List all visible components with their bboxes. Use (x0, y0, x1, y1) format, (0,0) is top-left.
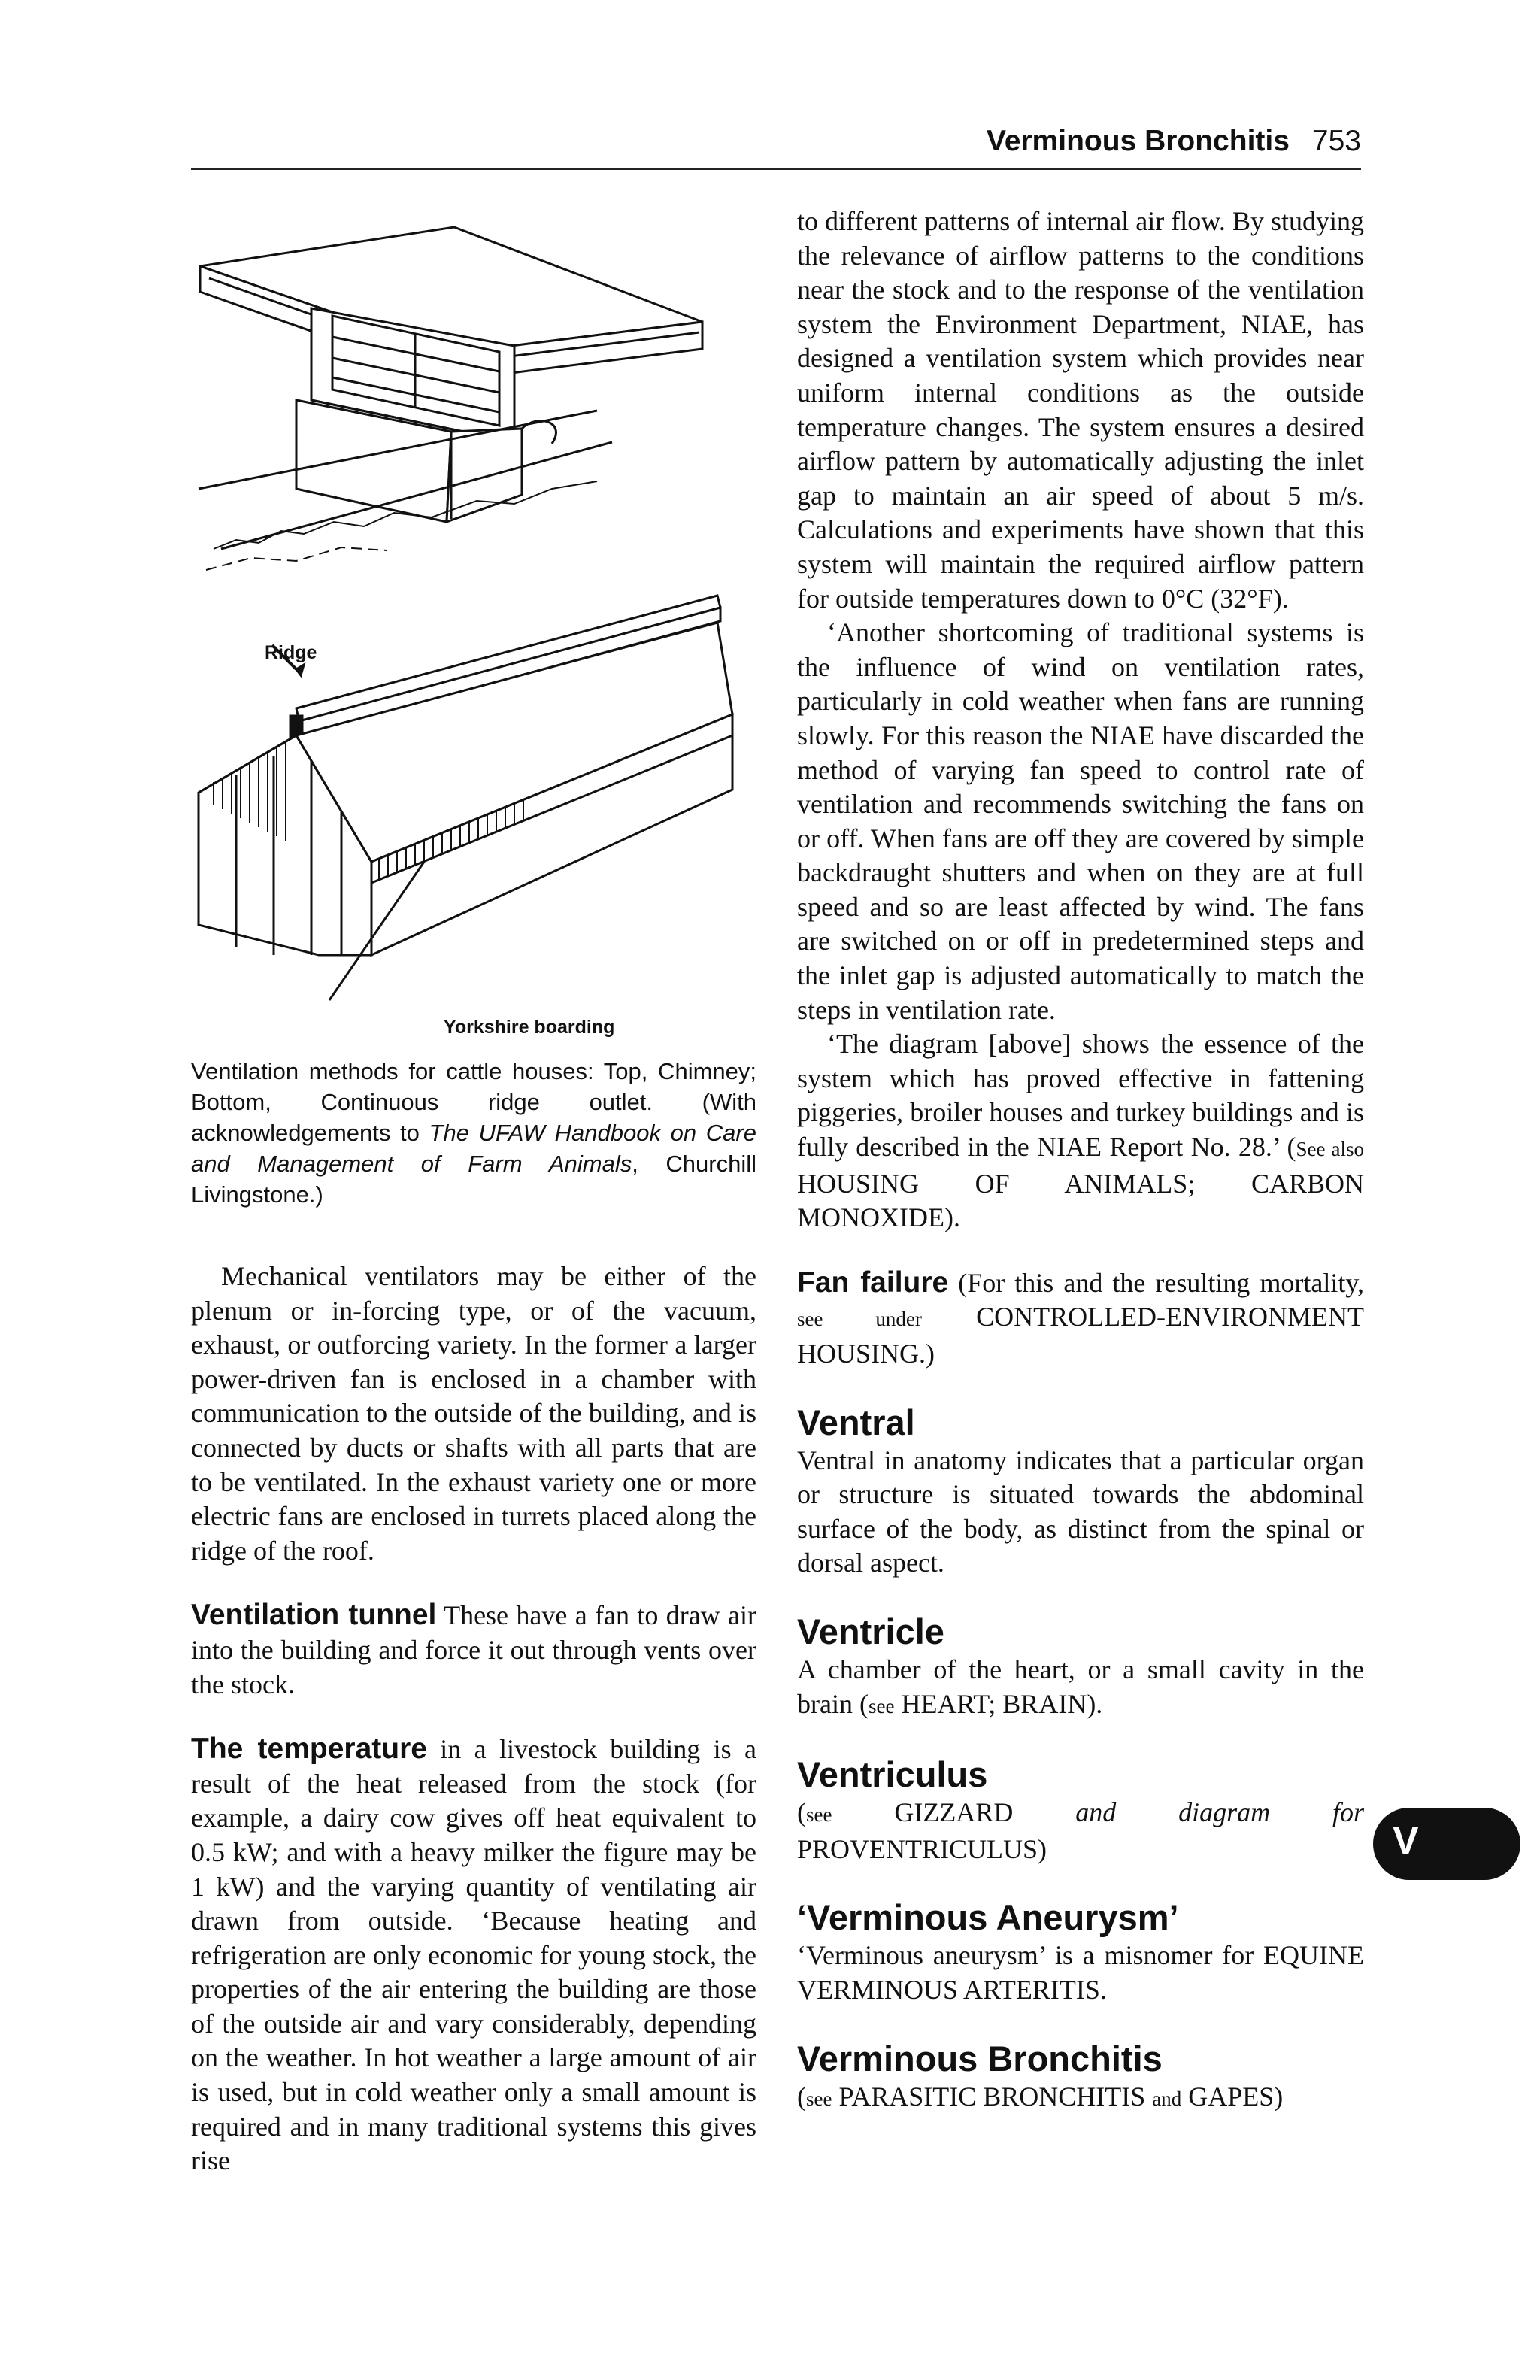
verminous-aneurysm-entry (797, 1939, 1364, 2007)
page-number: 753 (1311, 125, 1361, 157)
ventilation-illustration (191, 203, 756, 1045)
see-also-label: See also (1296, 1138, 1364, 1161)
see-under-label: see under (797, 1308, 922, 1331)
ventricle-entry (797, 1653, 1364, 1724)
yorkshire-boarding-label: Yorkshire boarding (444, 1017, 615, 1038)
ventriculus-see-label: see (806, 1803, 832, 1827)
ventilation-tunnel-entry (191, 1598, 756, 1702)
running-head (191, 120, 1361, 170)
wind-paragraph: ‘Another shortcoming of traditional systems is the influence of wind on ventilation rates, particularly in cold weather when fans are running slowly. For this reason the NIAE have discarded the method of varying fan speed to control rate of ventilation and recommends switching the fans on or off. When fans are off they are covered by simple backdraught shutters and when on they are at full speed and so are least affected by wind. The fans are switched on or off in predetermined steps and the inlet gap is adjusted automatically to match the steps in ventilation rate. (797, 617, 1364, 1025)
running-head-title: Verminous Bronchitis (986, 125, 1290, 157)
ridge-label: Ridge (265, 642, 317, 663)
parasitic-bronchitis-cross-reference[interactable]: PARASITIC BRONCHITIS (838, 2081, 1146, 2112)
ventral-heading: Ventral (797, 1402, 915, 1442)
temperature-text: in a livestock building is a result of the heat released from the stock (for example, a dairy cow gives off heat equivalent to 0.5 kW; and with a heavy milker the figure may be 1 kW) and the varying quantity of ventilating air drawn from outside. ‘Because heating and refrigeration are only economic for young stock, the properties of the air entering the building are those of the outside air and vary considerably, depending on the weather. In hot weather a large amount of air is used, but in cold weather only a small amount is required and in many traditional systems this gives rise (191, 1734, 756, 2176)
verminous-bronchitis-entry (797, 2080, 1364, 2117)
airflow-paragraph: to different patterns of internal air flow. By studying the relevance of airflow patterns to the conditions near the stock and to the response of the ventilation system the Environment Department, NIAE, has designed a ventilation system which provides near uniform internal conditions as the outside temperature changes. The system ensures a desired airflow pattern by automatically adjusting the inlet gap to maintain an air speed of about 5 m/s. Calculations and experiments have shown that this system will maintain the required airflow pattern for outside temperatures down to 0°C (32°F). (797, 206, 1364, 614)
caption-part-1: Ventilation methods for cattle houses: Top, Chimney; Bottom, Continuous ridge outlet. (With acknowledgements to (191, 1058, 756, 1146)
ventral-text: Ventral in anatomy indicates that a particular organ or structure is situated towards the abdominal surface of the body, as distinct from the spinal or dorsal aspect. (797, 1445, 1364, 1578)
thumb-index-tab (1373, 1808, 1520, 1880)
fan-failure-text: (For this and the resulting mortality, (948, 1267, 1365, 1298)
diagram-paragraph (797, 1027, 1364, 1235)
ventriculus-heading: Ventriculus (797, 1754, 988, 1795)
bronchitis-open: ( (797, 2081, 806, 2112)
diagram-text-end: ). (944, 1202, 960, 1233)
proventriculus-cross-reference[interactable]: PROVENTRICULUS (797, 1833, 1038, 1864)
fan-failure-end: .) (919, 1339, 935, 1369)
equine-arteritis-cross-reference[interactable]: EQUINE VERMINOUS ARTERITIS (797, 1940, 1364, 2005)
thumb-index-letter: V (1393, 1819, 1419, 1863)
ventriculus-close: ) (1038, 1833, 1047, 1864)
running-head-text (987, 125, 1361, 158)
heart-brain-cross-reference[interactable]: HEART; BRAIN (901, 1688, 1087, 1719)
gizzard-cross-reference[interactable]: GIZZARD (894, 1797, 1014, 1828)
ventriculus-italic-text: and diagram for (1075, 1797, 1364, 1828)
chimney-drawing (199, 227, 702, 570)
aneurysm-text: ‘Verminous aneurysm’ is a misnomer for (797, 1940, 1264, 1971)
ventilation-tunnel-heading: Ventilation tunnel (191, 1599, 437, 1632)
temperature-heading: The temperature (191, 1733, 427, 1766)
ventricle-heading: Ventricle (797, 1611, 944, 1651)
fan-failure-entry (797, 1266, 1364, 1372)
caption-part-2: , Churchill Livingstone.) (191, 1151, 756, 1208)
bronchitis-see-label: see (806, 2087, 832, 2110)
aneurysm-end: . (1099, 1974, 1107, 2005)
ventilation-figure (191, 203, 756, 1045)
verminous-bronchitis-heading: Verminous Bronchitis (797, 2038, 1163, 2078)
controlled-environment-cross-reference[interactable]: CONTROLLED-ENVIRONMENT HOUSING (797, 1302, 1365, 1369)
verminous-aneurysm-heading: ‘Verminous Aneurysm’ (797, 1897, 1179, 1938)
diagram-text: ‘The diagram [above] shows the essence of the system which has proved effective in fattening piggeries, broiler houses and turkey buildings and is fully described in the NIAE Report No. 28.’ ( (797, 1029, 1364, 1163)
ventricle-see-label: see (868, 1694, 895, 1718)
bronchitis-and: and (1152, 2087, 1182, 2110)
bronchitis-close: ) (1274, 2081, 1284, 2112)
gapes-cross-reference[interactable]: GAPES (1188, 2081, 1275, 2112)
mechanical-ventilators-paragraph: Mechanical ventilators may be either of the plenum or in-forcing type, or of the vacuum, exhaust, or outforcing variety. In the former a larger power-driven fan is enclosed in a chamber with communication to the outside of the building, and is connected by ducts or shafts with all parts that are to be ventilated. In the exhaust variety one or more electric fans are enclosed in turrets placed along the ridge of the roof. (191, 1261, 756, 1566)
ventricle-text: A chamber of the heart, or a small cavity in the brain ( (797, 1654, 1364, 1719)
ventilation-tunnel-text: These have a fan to draw air into the building and force it out through vents over the stock. (191, 1600, 756, 1699)
temperature-entry (191, 1732, 756, 2178)
left-column (191, 203, 756, 2178)
right-column (797, 205, 1364, 2116)
ventriculus-entry (797, 1796, 1364, 1866)
ventriculus-open: ( (797, 1797, 806, 1828)
housing-cross-reference[interactable]: HOUSING OF ANIMALS; CARBON MONOXIDE (797, 1168, 1364, 1233)
ventricle-end: ). (1087, 1688, 1103, 1719)
fan-failure-heading: Fan failure (797, 1266, 949, 1299)
figure-caption (191, 1056, 756, 1210)
caption-book-title: The UFAW Handbook on Care and Management of Farm Animals (191, 1120, 756, 1177)
